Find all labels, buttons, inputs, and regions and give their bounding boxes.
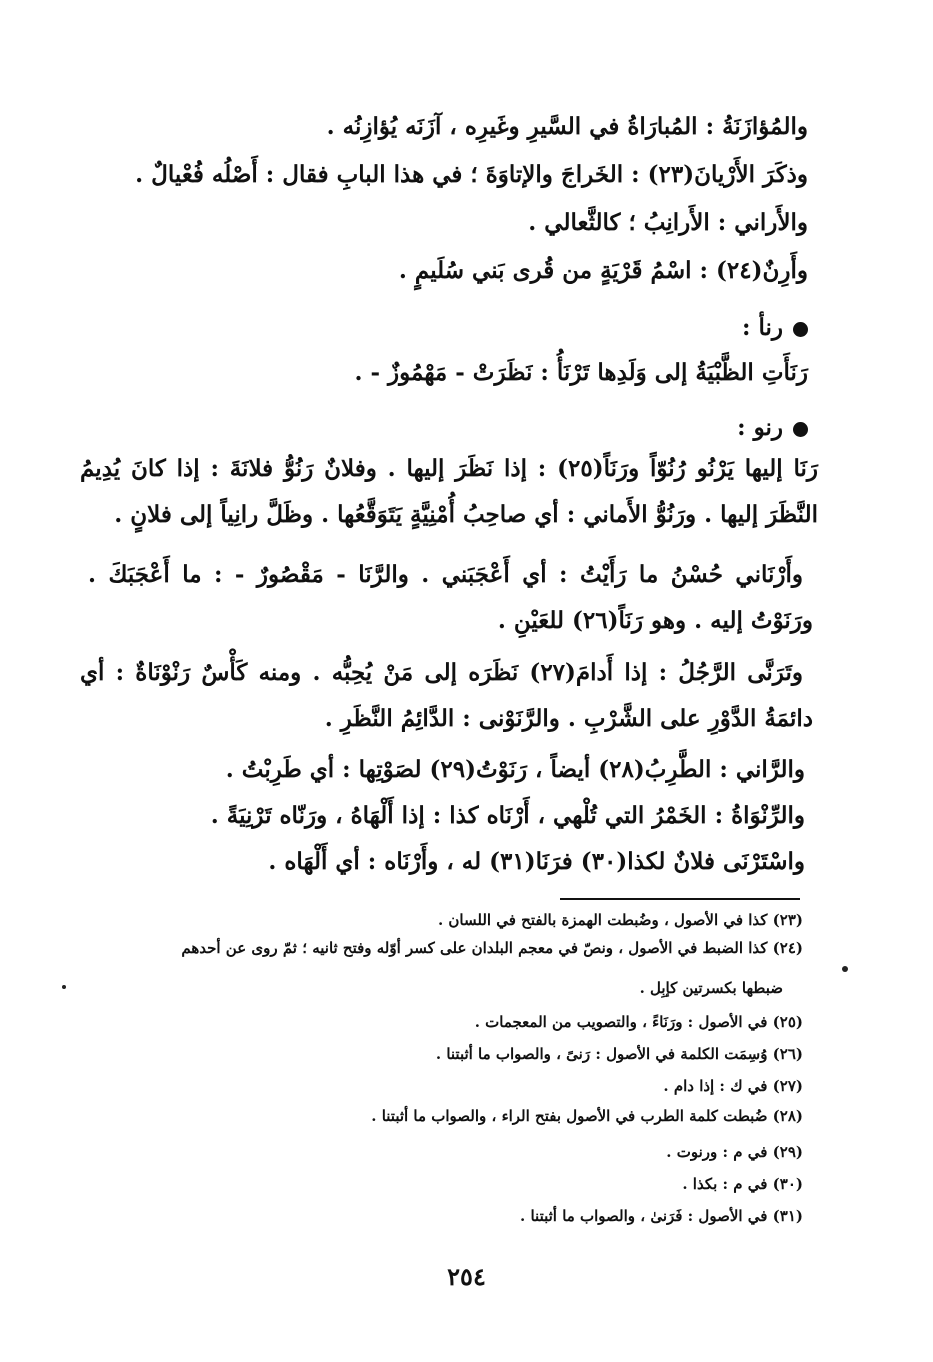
entry-muwazana: والمُؤازَنَةُ : المُبارَاةُ في السَّيرِ وغَيرِه ، آزَنَه يُؤازِنُه .	[326, 113, 808, 140]
entry-aryan: وذكَرَ الأَرْيانَ(٢٣) : الخَراجَ والإتاوَةَ ؛ في هذا البابِ فقال : أَصْلُه فُعْيالٌ .	[135, 161, 808, 188]
rnw-line-istarna: واسْتَرْنَى فلانٌ لكذا(٣٠) فرَنَا(٣١) له ، وأَرْنَاه : أي أَلْهَاه .	[268, 848, 805, 875]
rnw-line-rani: والرَّاني : الطَّرِبُ(٢٨) أيضاً ، رَنَوْتُ(٢٩) لصَوْتِها : أي طَرِبْتُ .	[225, 756, 805, 783]
section-heading-rnw	[110, 411, 808, 445]
rnw-paragraph-3-line-2: دائمَةُ الدَّوْرِ على الشَّرْبِ . والرَّنَوْنى : الدَّائِمُ النَّظَرِ .	[324, 705, 813, 732]
entry-arani: والأَراني : الأَرانِبُ ؛ كالثَّعالي .	[528, 209, 808, 236]
bullet-icon	[793, 322, 808, 337]
footnote-31: (٣١) في الأصول : فَرَنىٰ ، والصواب ما أثبتنا .	[520, 1207, 803, 1225]
footnote-separator	[560, 898, 800, 900]
footnote-29: (٢٩) في م : ورنوت .	[666, 1143, 803, 1161]
rnw-paragraph-2-line-2: ورَنَوْتُ إليه . وهو رَنَاً(٢٦) للعَيْنِ .	[497, 607, 813, 634]
footnote-25: (٢٥) في الأصول : ورَنَاءً ، والتصويب من المعجمات .	[474, 1013, 803, 1031]
bullet-icon	[793, 422, 808, 437]
footnote-23: (٢٣) كذا في الأصول ، وضُبطت الهمزة بالفتح في اللسان .	[437, 911, 803, 929]
rnw-paragraph-1-line-2: النَّظَرَ إليها . ورَنُوُّ الأَماني : أي صاحِبُ أُمْنِيَّةٍ يَتَوَقَّعُها . وظَلَّ رانِياً إلى فلانٍ .	[114, 501, 818, 528]
rnw-paragraph-3-line-1: وتَرَنَّى الرَّجُلُ : إذا أَدامَ(٢٧) نَظَرَه إلى مَنْ يُحِبُّه . ومنه كَأْسٌ رَنْوْنَاةٌ : أي	[80, 659, 803, 686]
rnw-line-rinwa: والرِّنْوَاةُ : الخَمْرُ التي تُلْهي ، أَرْنَاه كذا : إذا أَلْهَاهُ ، ورَنّاه تَرْنِيَةً .	[210, 802, 805, 829]
rnw-paragraph-1-line-1: رَنَا إليها يَرْنُو رُنُوّاً ورَنَاً(٢٥) : إذا نَظَرَ إليها . وفلانٌ رَنُوُّ فلانَةَ : إذا كانَ يُدِيمُ	[80, 455, 818, 482]
footnote-24-continued: ضبطها بكسرتين كإبِل .	[639, 979, 783, 997]
footnote-28: (٢٨) ضُبطت كلمة الطرب في الأصول بفتح الراء ، والصواب ما أثبتنا .	[371, 1107, 803, 1125]
entry-arin: وأَرِنٌ(٢٤) : اسْمُ قَرْيَةٍ من قُرى بَني سُلَيمٍ .	[398, 257, 808, 284]
section-heading-rna	[110, 311, 808, 345]
footnote-27: (٢٧) في ك : إذا دام .	[663, 1077, 803, 1095]
heading-rna-label: رنأ :	[741, 314, 783, 341]
heading-rnw-label: رنو :	[737, 414, 783, 441]
page-number: ٢٥٤	[447, 1262, 486, 1291]
rna-definition: رَنَأَتِ الظَّبْيَةُ إلى وَلَدِها تَرْنَأُ : نَظَرَتْ - مَهْمُوزٌ - .	[354, 359, 808, 386]
footnote-30: (٣٠) في م : بكذا .	[682, 1175, 803, 1193]
footnote-26: (٢٦) وُسِمَت الكلمة في الأصول : رَنىً ، والصواب ما أثبتنا .	[435, 1045, 803, 1063]
scan-speck	[62, 985, 66, 989]
scan-speck	[842, 966, 848, 972]
rnw-paragraph-2-line-1: وأَرْنَاني حُسْنُ ما رَأَيْتُ : أي أَعْجَبَني . والرَّنَا - مَقْصُورٌ - : ما أَعْجَبَكَ .	[88, 561, 803, 588]
footnote-24: (٢٤) كذا الضبط في الأصول ، ونصّ في معجم البلدان على كسر أوّله وفتح ثانيه ؛ ثمّ روى عن أحدهم	[181, 939, 803, 957]
